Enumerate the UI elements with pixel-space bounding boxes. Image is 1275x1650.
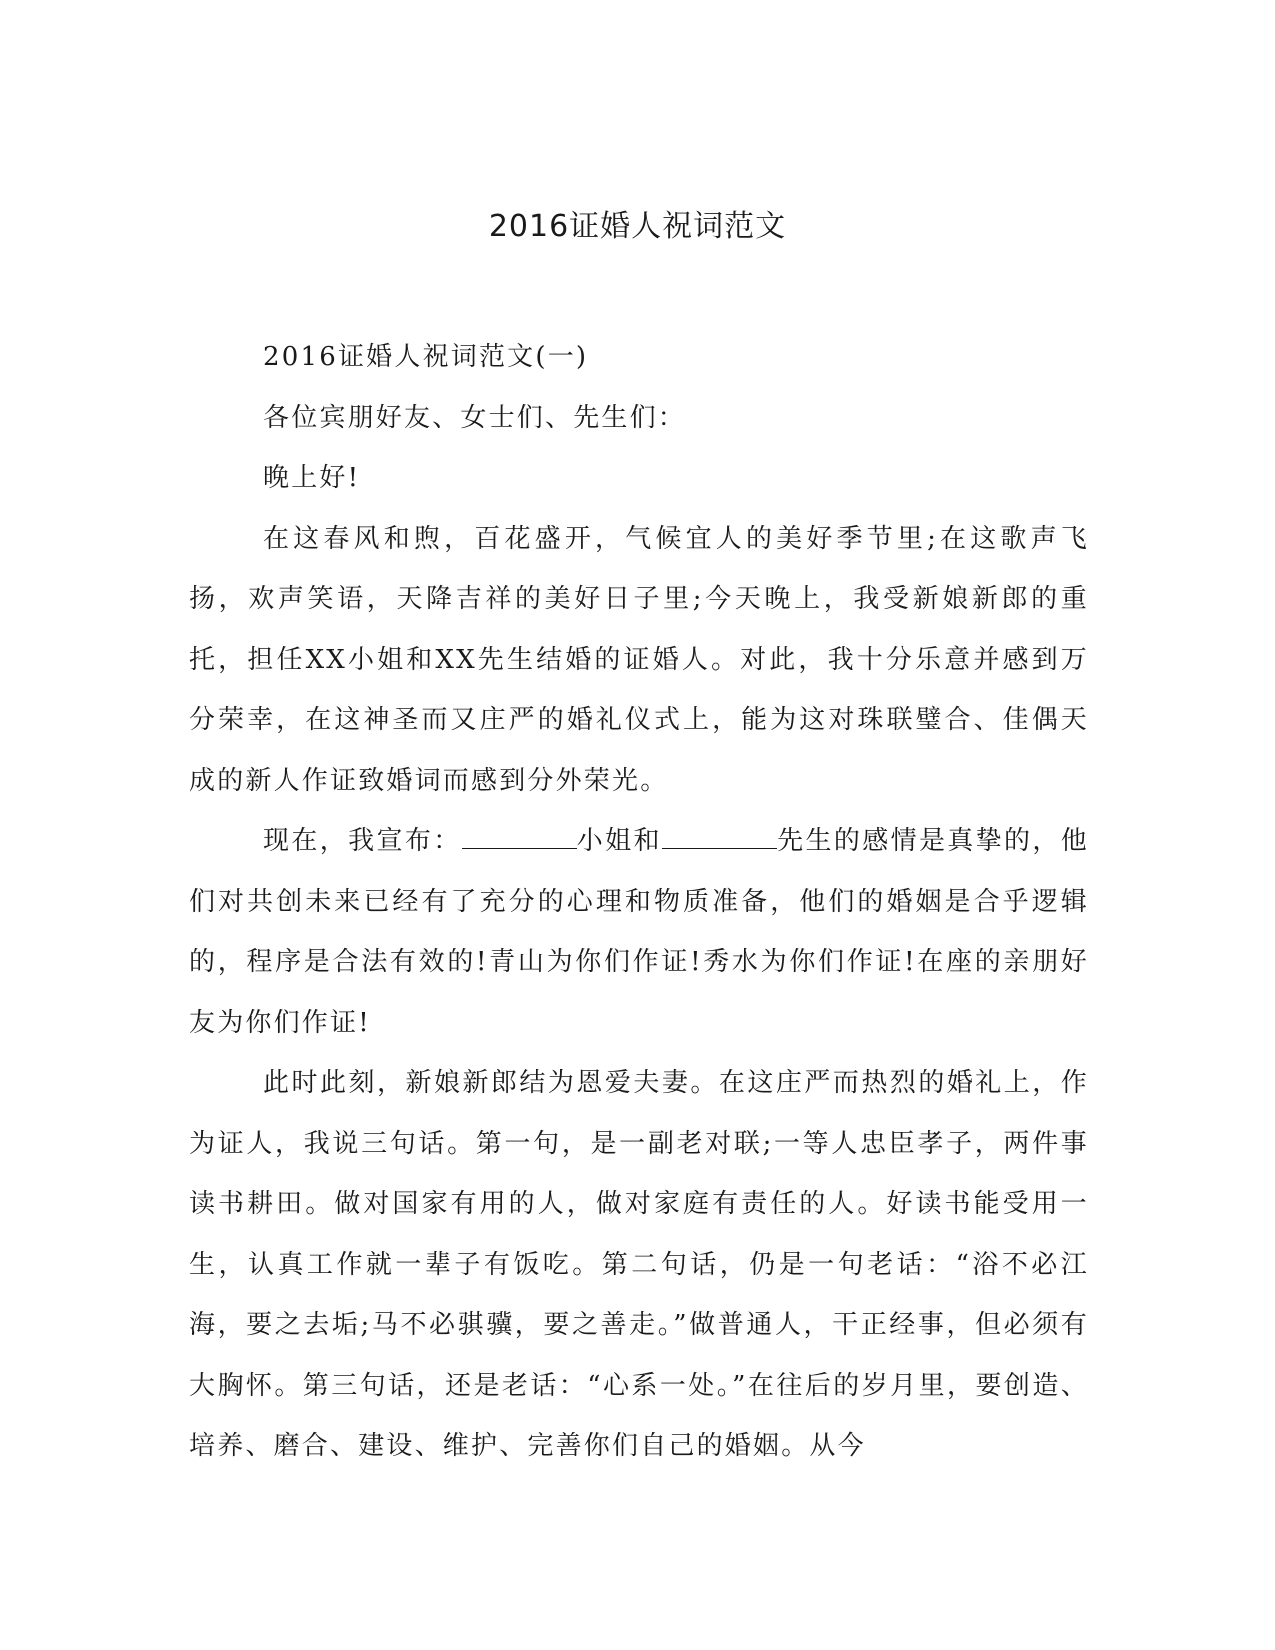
- paragraph-2-part-a: 现在，我宣布：: [263, 826, 462, 856]
- paragraph-3: 此时此刻，新娘新郎结为恩爱夫妻。在这庄严而热烈的婚礼上，作为证人，我说三句话。第一句，是一副老对联;一等人忠臣孝子，两件事读书耕田。做对国家有用的人，做对家庭有责任的人。好读书能受用一生，认真工作就一辈子有饭吃。第二句话，仍是一句老话：“浴不必江海，要之去垢;马不必骐骥，要之善走。”做普通人，干正经事，但必须有大胸怀。第三句话，还是老话：“心系一处。”在往后的岁月里，要创造、培养、磨合、建设、维护、完善你们自己的婚姻。从今: [189, 1068, 1089, 1461]
- paragraph-2-part-c: 先生的感情是真挚的，他们对共创未来已经有了充分的心理和物质准备，他们的婚姻是合乎逻辑的，程序是合法有效的!青山为你们作证!秀水为你们作证!在座的亲朋好友为你们作证!: [189, 826, 1089, 1038]
- document-title: 2016证婚人祝词范文: [488, 209, 787, 244]
- name-blank-bride: [462, 826, 577, 849]
- greeting: 晚上好!: [263, 463, 361, 493]
- document-body: [189, 327, 1089, 1477]
- paragraph-1: 在这春风和煦，百花盛开，气候宜人的美好季节里;在这歌声飞扬，欢声笑语，天降吉祥的美好日子里;今天晚上，我受新娘新郎的重托，担任XX小姐和XX先生结婚的证婚人。对此，我十分乐意并感到万分荣幸，在这神圣而又庄严的婚礼仪式上，能为这对珠联璧合、佳偶天成的新人作证致婚词而感到分外荣光。: [189, 523, 1089, 796]
- section-subtitle: 2016证婚人祝词范文(一): [263, 342, 589, 372]
- salutation: 各位宾朋好友、女士们、先生们：: [263, 402, 687, 433]
- paragraph-2-part-b: 小姐和: [576, 826, 662, 856]
- name-blank-groom: [662, 826, 777, 849]
- paragraph-2: [189, 811, 1089, 1053]
